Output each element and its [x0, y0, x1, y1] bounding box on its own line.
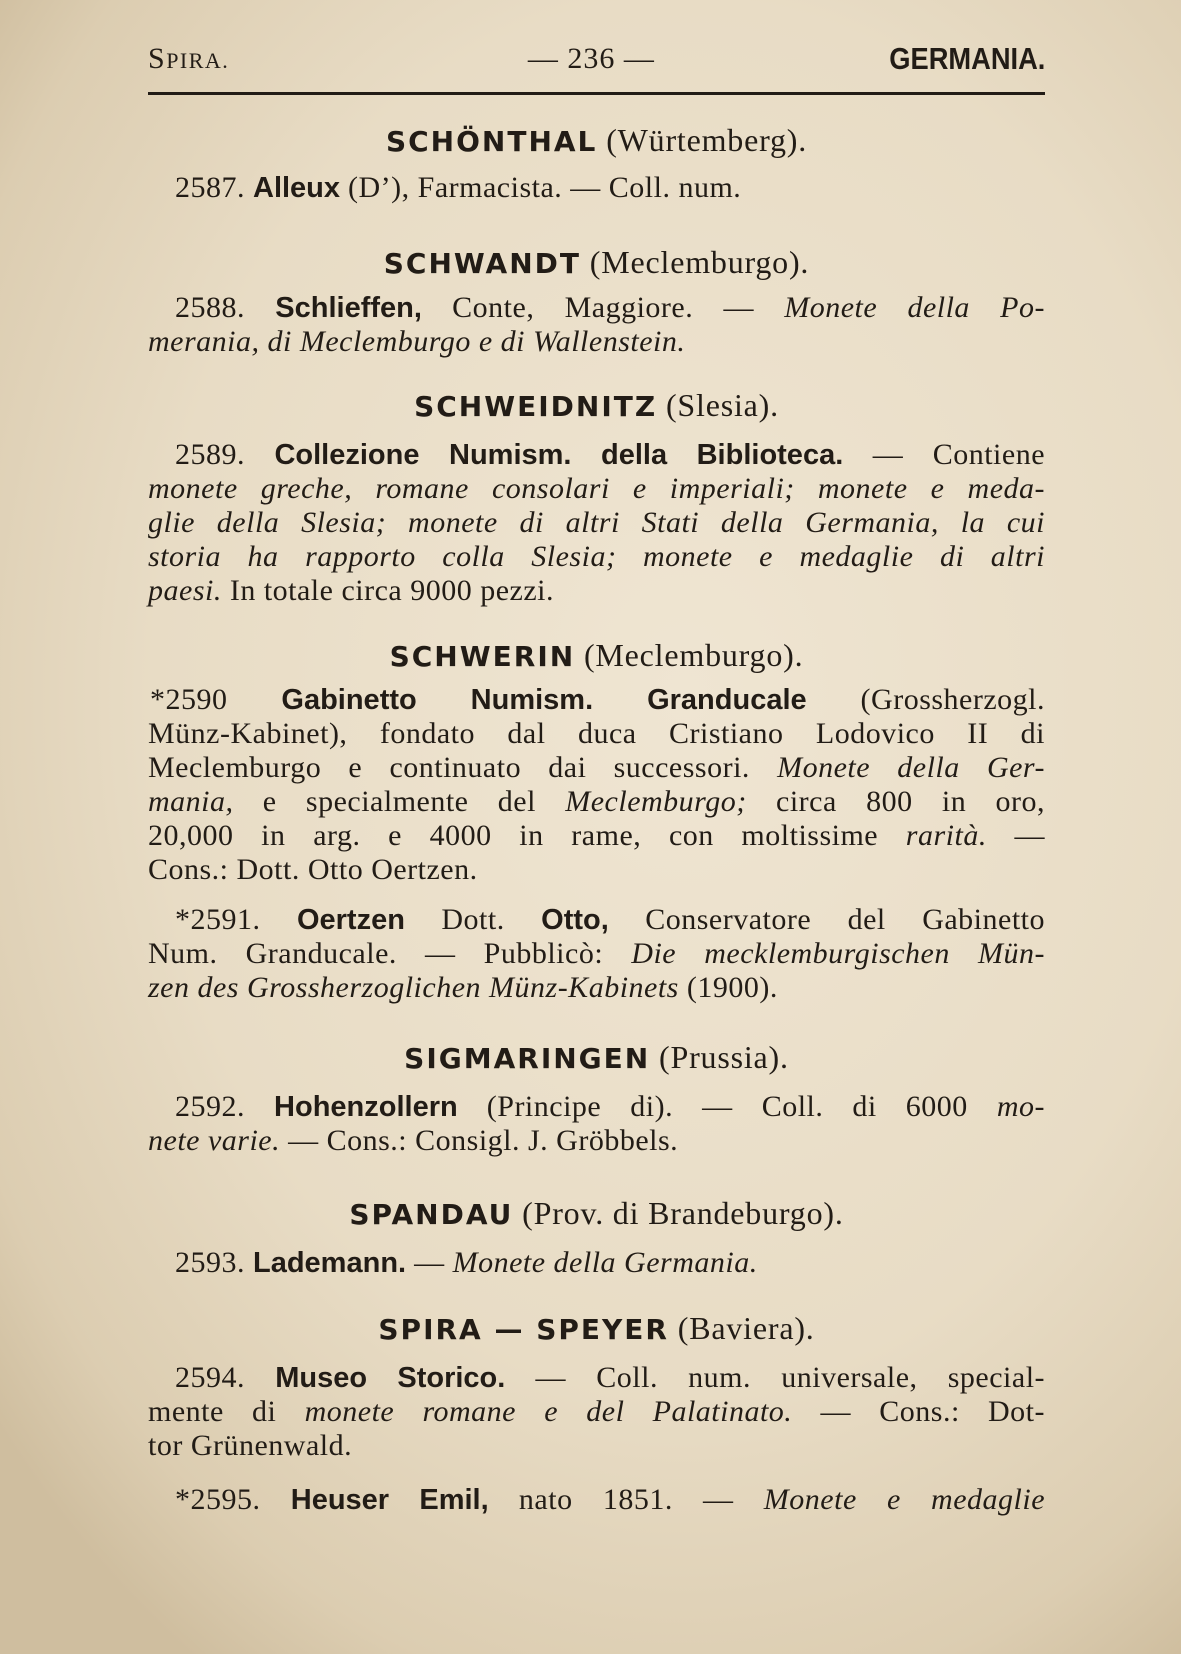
entry-italic: mania, — [148, 785, 234, 818]
entry-text: *2595. — [175, 1483, 291, 1516]
entry-line — [148, 971, 1045, 1005]
entry-line — [148, 506, 1045, 540]
heading-region: (Baviera). — [668, 1310, 815, 1346]
entry-text: (Grossherzogl. — [806, 683, 1045, 716]
entry-text: Conservatore del Gabinetto — [608, 903, 1045, 936]
entry-2593 — [148, 1246, 1045, 1280]
entry-2587 — [148, 171, 1045, 205]
section-heading — [148, 1308, 1045, 1348]
heading-city: SCHÖNTHAL — [385, 125, 598, 158]
heading-city: SPANDAU — [349, 1198, 514, 1231]
header-rule — [148, 92, 1045, 95]
entry-italic: glie della Slesia; monete di altri Stati della Germania, la cui — [148, 506, 1045, 539]
entry-line — [148, 937, 1045, 971]
entry-italic: paesi. — [148, 574, 222, 607]
entry-italic: monete romane e del Palatinato. — [304, 1395, 793, 1428]
page-number: — 236 — — [527, 42, 655, 75]
entry-text: 2594. — [175, 1361, 276, 1394]
entry-line — [148, 1395, 1045, 1429]
section-heading — [148, 385, 1045, 425]
entry-text: — Cons.: Consigl. J. Gröbbels. — [280, 1124, 679, 1157]
section-heading — [148, 1037, 1045, 1077]
entry-italic: Meclemburgo; — [565, 785, 747, 818]
entry-text: Cons.: Dott. Otto Oertzen. — [148, 853, 478, 886]
entry-italic: Monete della Po- — [784, 291, 1046, 324]
entry-name: Museo Storico. — [275, 1362, 506, 1394]
entry-italic: storia ha rapporto colla Slesia; monete e medaglie di altri — [148, 540, 1045, 573]
entry-text: — Contiene — [843, 438, 1046, 471]
entry-text: 2587. — [175, 171, 253, 204]
entry-line — [148, 171, 1045, 205]
entry-line — [148, 751, 1045, 785]
entry-text: (D’), Farmacista. — Coll. num. — [340, 171, 742, 204]
entry-italic: mo- — [996, 1090, 1045, 1123]
entry-name: Alleux — [253, 172, 341, 204]
entry-line — [148, 1361, 1045, 1395]
heading-region: (Meclemburgo). — [581, 244, 810, 280]
entry-2589 — [148, 438, 1045, 608]
entry-text: Conte, Maggiore. — — [421, 291, 785, 324]
entry-line — [148, 291, 1045, 325]
entry-text: circa 800 in oro, — [746, 785, 1045, 818]
entry-name: Schlieffen, — [275, 292, 422, 324]
heading-region: (Prov. di Brandeburgo). — [513, 1195, 844, 1231]
entry-text: e specialmente del — [233, 785, 566, 818]
section-heading — [148, 635, 1045, 675]
section-heading — [148, 1193, 1045, 1233]
entry-italic: nete varie. — [148, 1124, 281, 1157]
running-header — [148, 42, 1045, 76]
entry-2595 — [148, 1483, 1045, 1517]
entry-text: 2593. — [175, 1246, 253, 1279]
entry-line — [148, 325, 1045, 359]
entry-italic: Monete e medaglie — [763, 1483, 1046, 1516]
entry-italic: zen des Grossherzoglichen Münz-Kabinets — [148, 971, 679, 1004]
entry-name: Hohenzollern — [274, 1091, 458, 1123]
entry-text: *2591. — [175, 903, 297, 936]
entry-text: 2592. — [175, 1090, 275, 1123]
heading-region: (Prussia). — [650, 1039, 789, 1075]
entry-2594 — [148, 1361, 1045, 1463]
heading-region: (Slesia). — [657, 387, 779, 423]
entry-name: Gabinetto Numism. Granducale — [281, 684, 807, 716]
entry-text: (Principe di). — Coll. di 6000 — [457, 1090, 997, 1123]
entry-2591 — [148, 903, 1045, 1005]
entry-line — [148, 903, 1045, 937]
entry-line — [148, 819, 1045, 853]
entry-text: 2589. — [175, 438, 275, 471]
entry-line — [148, 574, 1045, 608]
running-head-country: GERMANIA. — [888, 41, 1045, 76]
heading-city: SCHWANDT — [383, 247, 581, 280]
heading-city: SIGMARINGEN — [404, 1042, 651, 1075]
entry-text: nato 1851. — — [488, 1483, 764, 1516]
entry-italic: rarità. — [905, 819, 987, 852]
entry-name: Heuser Emil, — [290, 1484, 489, 1516]
entry-2588 — [148, 291, 1045, 359]
entry-italic: Die mecklemburgischen Mün- — [631, 937, 1045, 970]
heading-city: SCHWEIDNITZ — [414, 390, 658, 423]
entry-line — [148, 717, 1045, 751]
entry-text: — Cons.: Dot- — [792, 1395, 1045, 1428]
entry-line — [148, 1124, 1045, 1158]
heading-city: SPIRA — SPEYER — [378, 1313, 669, 1346]
entry-italic: Monete della Germania. — [452, 1246, 758, 1279]
heading-region: (Meclemburgo). — [575, 637, 804, 673]
entry-line — [148, 1429, 1045, 1463]
entry-text: In totale circa 9000 pezzi. — [221, 574, 555, 607]
entry-name: Otto, — [541, 904, 609, 936]
running-head-place: SPIRA. — [148, 42, 230, 75]
section-heading — [148, 120, 1045, 160]
entry-line — [148, 1246, 1045, 1280]
entry-text: — — [406, 1246, 453, 1279]
entry-text: *2590 — [150, 683, 282, 716]
entry-text: — — [986, 819, 1046, 852]
entry-text: tor Grünenwald. — [148, 1429, 353, 1462]
entry-line — [148, 472, 1045, 506]
entry-line — [148, 540, 1045, 574]
entry-line — [148, 785, 1045, 819]
entry-line — [148, 438, 1045, 472]
entry-text: 20,000 in arg. e 4000 in rame, con moltissime — [148, 819, 906, 852]
entry-text: — Coll. num. universale, special- — [505, 1361, 1046, 1394]
entry-text: Münz-Kabinet), fondato dal duca Cristiano Lodovico II di — [148, 717, 1045, 750]
entry-italic: merania, di Meclemburgo e di Wallenstein. — [148, 325, 686, 358]
entry-text: mente di — [148, 1395, 305, 1428]
entry-name: Collezione Numism. della Biblioteca. — [274, 439, 844, 471]
heading-city: SCHWERIN — [389, 640, 576, 673]
entry-text: (1900). — [678, 971, 778, 1004]
entry-2592 — [148, 1090, 1045, 1158]
entry-italic: Monete della Ger- — [777, 751, 1045, 784]
entry-line — [148, 1483, 1045, 1517]
entry-2590 — [148, 683, 1045, 887]
heading-region: (Würtemberg). — [597, 122, 808, 158]
entry-name: Lademann. — [253, 1247, 407, 1279]
entry-text: Dott. — [404, 903, 542, 936]
entry-line — [148, 1090, 1045, 1124]
entry-line — [148, 853, 1045, 887]
entry-italic: monete greche, romane consolari e imperiali; monete e meda- — [148, 472, 1045, 505]
entry-text: 2588. — [175, 291, 276, 324]
section-heading — [148, 242, 1045, 282]
entry-text: Meclemburgo e continuato dai successori. — [148, 751, 778, 784]
entry-text: Num. Granducale. — Pubblicò: — [148, 937, 632, 970]
entry-name: Oertzen — [296, 904, 405, 936]
entry-line — [148, 683, 1045, 717]
